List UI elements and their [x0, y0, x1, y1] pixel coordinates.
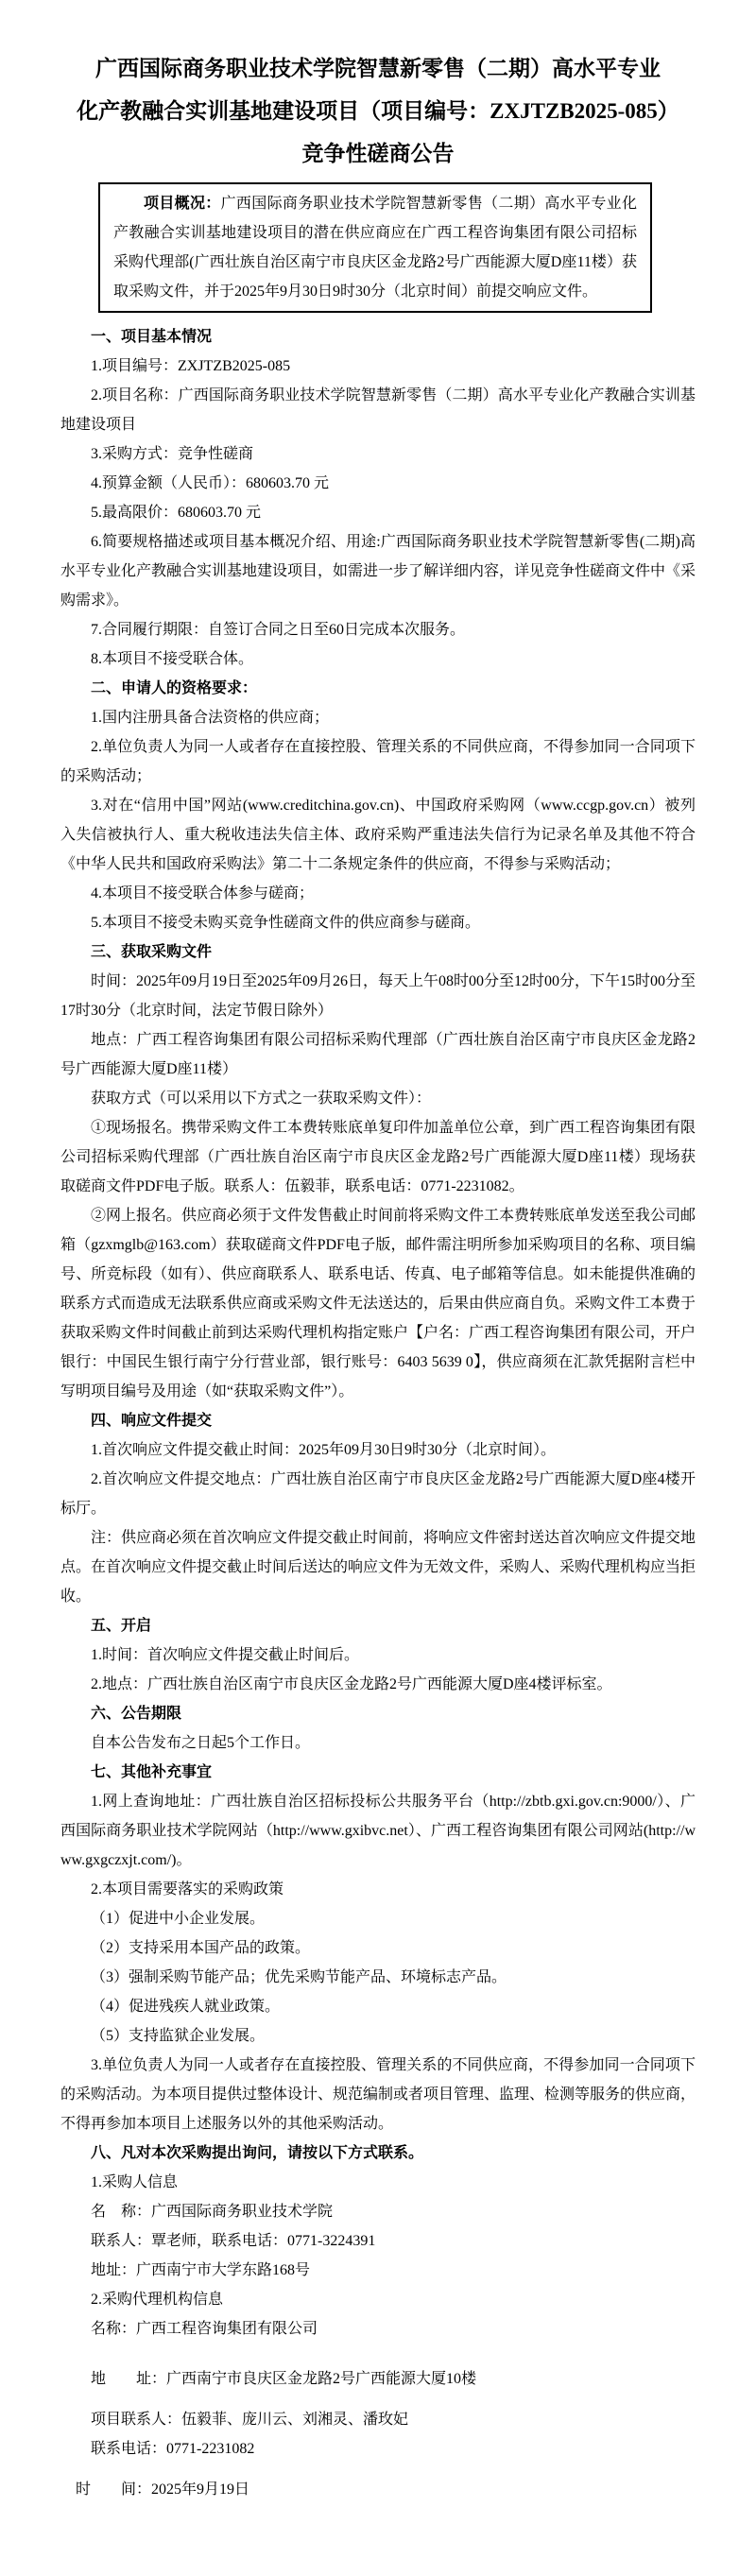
section-heading: 五、开启 [91, 1618, 152, 1634]
paragraph: 2.地点：广西壮族自治区南宁市良庆区金龙路2号广西能源大厦D座4楼评标室。 [91, 1676, 612, 1692]
paragraph: ①现场报名。携带采购文件工本费转账底单复印件加盖单位公章，到广西工程咨询集团有限公司招标采购代理部（广西壮族自治区南宁市良庆区金龙路2号广西能源大厦D座11楼）现场获取磋商文件PDF电子版。联系人：伍毅菲，联系电话：0771-2231082。 [60, 1120, 696, 1194]
section-heading: 八、凡对本次采购提出询问，请按以下方式联系。 [91, 2145, 424, 2161]
paragraph: 1.采购人信息 [91, 2174, 179, 2190]
section-heading: 一、项目基本情况 [91, 329, 213, 345]
paragraph: 2.首次响应文件提交地点：广西壮族自治区南宁市良庆区金龙路2号广西能源大厦D座4楼开标厅。 [60, 1471, 696, 1517]
paragraph: 5.最高限价：680603.70 元 [91, 505, 262, 521]
paragraph: 1.首次响应文件提交截止时间：2025年09月30日9时30分（北京时间）。 [91, 1442, 557, 1458]
paragraph: 获取方式（可以采用以下方式之一获取采购文件）： [91, 1091, 432, 1107]
paragraph: 2.本项目需要落实的采购政策 [91, 1881, 284, 1898]
paragraph: 注：供应商必须在首次响应文件提交截止时间前，将响应文件密封送达首次响应文件提交地点。在首次响应文件提交截止时间后送达的响应文件为无效文件，采购人、采购代理机构应当拒收。 [60, 1530, 696, 1605]
paragraph: 联系人：覃老师，联系电话：0771-3224391 [91, 2233, 376, 2249]
paragraph: 1.时间：首次响应文件提交截止时间后。 [91, 1647, 360, 1663]
paragraph: 名 称：广西国际商务职业技术学院 [91, 2204, 334, 2220]
paragraph: 4.本项目不接受联合体参与磋商； [91, 885, 315, 902]
page-title [60, 47, 696, 175]
paragraph: 地址：广西南宁市大学东路168号 [91, 2262, 311, 2278]
section-heading: 六、公告期限 [91, 1706, 182, 1722]
paragraph: （3）强制采购节能产品；优先采购节能产品、环境标志产品。 [91, 1969, 507, 1985]
section-heading: 七、其他补充事宜 [91, 1764, 213, 1780]
paragraph: 自本公告发布之日起5个工作日。 [91, 1735, 311, 1751]
paragraph: 地点：广西工程咨询集团有限公司招标采购代理部（广西壮族自治区南宁市良庆区金龙路2号广西能源大厦D座11楼） [60, 1032, 696, 1077]
paragraph: 时 间：2025年9月19日 [76, 2482, 250, 2498]
title-line-3: 竞争性磋商公告 [301, 142, 455, 165]
paragraph: 名称：广西工程咨询集团有限公司 [91, 2321, 318, 2337]
paragraph: 1.国内注册具备合法资格的供应商； [91, 710, 330, 726]
paragraph: 2.单位负责人为同一人或者存在直接控股、管理关系的不同供应商，不得参加同一合同项下的采购活动； [60, 739, 696, 784]
paragraph: 6.简要规格描述或项目基本概况介绍、用途:广西国际商务职业技术学院智慧新零售(二期)高水平专业化产教融合实训基地建设项目，如需进一步了解详细内容，详见竞争性磋商文件中《采购需求》。 [60, 534, 696, 609]
paragraph: （2）支持采用本国产品的政策。 [91, 1940, 311, 1956]
paragraph: 地 址：广西南宁市良庆区金龙路2号广西能源大厦10楼 [91, 2371, 477, 2387]
paragraph: 5.本项目不接受未购买竞争性磋商文件的供应商参与磋商。 [91, 915, 481, 931]
paragraph: 7.合同履行期限：自签订合同之日至60日完成本次服务。 [91, 622, 466, 638]
title-line-1: 广西国际商务职业技术学院智慧新零售（二期）高水平专业 [95, 57, 661, 80]
paragraph: （4）促进残疾人就业政策。 [91, 1999, 281, 2015]
paragraph: 8.本项目不接受联合体。 [91, 651, 254, 667]
paragraph: （5）支持监狱企业发展。 [91, 2028, 266, 2044]
project-overview-text: 广西国际商务职业技术学院智慧新零售（二期）高水平专业化产教融合实训基地建设项目的潜在供应商应在广西工程咨询集团有限公司招标采购代理部(广西壮族自治区南宁市良庆区金龙路2号广西能源大厦D座11楼）获取采购文件，并于2025年9月30日9时30分（北京时间）前提交响应文件。 [113, 196, 637, 300]
section-heading: 二、申请人的资格要求： [91, 680, 258, 696]
section-heading: 三、获取采购文件 [91, 944, 213, 960]
paragraph: 1.网上查询地址：广西壮族自治区招标投标公共服务平台（http://zbtb.gxi.gov.cn:9000/）、广西国际商务职业技术学院网站（http://www.gxibvc.net）、广西工程咨询集团有限公司网站(http://www.gxgczxjt.com/)。 [60, 1794, 696, 1868]
paragraph: 时间：2025年09月19日至2025年09月26日，每天上午08时00分至12时00分，下午15时00分至17时30分（北京时间，法定节假日除外） [60, 973, 696, 1019]
title-line-2: 化产教融合实训基地建设项目（项目编号：ZXJTZB2025-085） [77, 99, 679, 123]
paragraph: 3.单位负责人为同一人或者存在直接控股、管理关系的不同供应商，不得参加同一合同项下的采购活动。为本项目提供过整体设计、规范编制或者项目管理、监理、检测等服务的供应商，不得再参加本项目上述服务以外的其他采购活动。 [60, 2057, 696, 2132]
paragraph: ②网上报名。供应商必须于文件发售截止时间前将采购文件工本费转账底单发送至我公司邮箱（gzxmglb@163.com）获取磋商文件PDF电子版，邮件需注明所参加采购项目的名称、项目编号、所竞标段（如有）、供应商联系人、联系电话、传真、电子邮箱等信息。如未能提供准确的联系方式而造成无法联系供应商或采购文件无法送达的，后果由供应商自负。采购文件工本费于获取采购文件时间截止前到达采购代理机构指定账户【户名：广西工程咨询集团有限公司，开户银行：中国民生银行南宁分行营业部，银行账号：6403 5639 0】，供应商须在汇款凭据附言栏中写明项目编号及用途（如“获取采购文件”）。 [60, 1208, 696, 1400]
paragraph: 1.项目编号：ZXJTZB2025-085 [91, 358, 291, 374]
section-heading: 四、响应文件提交 [91, 1413, 213, 1429]
paragraph: 3.对在“信用中国”网站(www.creditchina.gov.cn)、中国政府采购网（www.ccgp.gov.cn）被列入失信被执行人、重大税收违法失信主体、政府采购严重违法失信行为记录名单及其他不符合《中华人民共和国政府采购法》第二十二条规定条件的供应商，不得参与采购活动； [60, 798, 696, 872]
paragraph: 2.项目名称：广西国际商务职业技术学院智慧新零售（二期）高水平专业化产教融合实训基地建设项目 [60, 387, 696, 433]
paragraph: 3.采购方式：竞争性磋商 [91, 446, 254, 462]
document-body [60, 322, 696, 2504]
project-overview-label: 项目概况： [144, 196, 221, 212]
project-overview-box [98, 182, 652, 313]
project-overview-paragraph [113, 189, 637, 306]
paragraph: 联系电话：0771-2231082 [91, 2441, 255, 2457]
paragraph: 项目联系人：伍毅菲、庞川云、刘湘灵、潘玫妃 [91, 2412, 409, 2428]
paragraph: （1）促进中小企业发展。 [91, 1911, 266, 1927]
paragraph: 4.预算金额（人民币）：680603.70 元 [91, 475, 330, 491]
paragraph: 2.采购代理机构信息 [91, 2292, 224, 2308]
